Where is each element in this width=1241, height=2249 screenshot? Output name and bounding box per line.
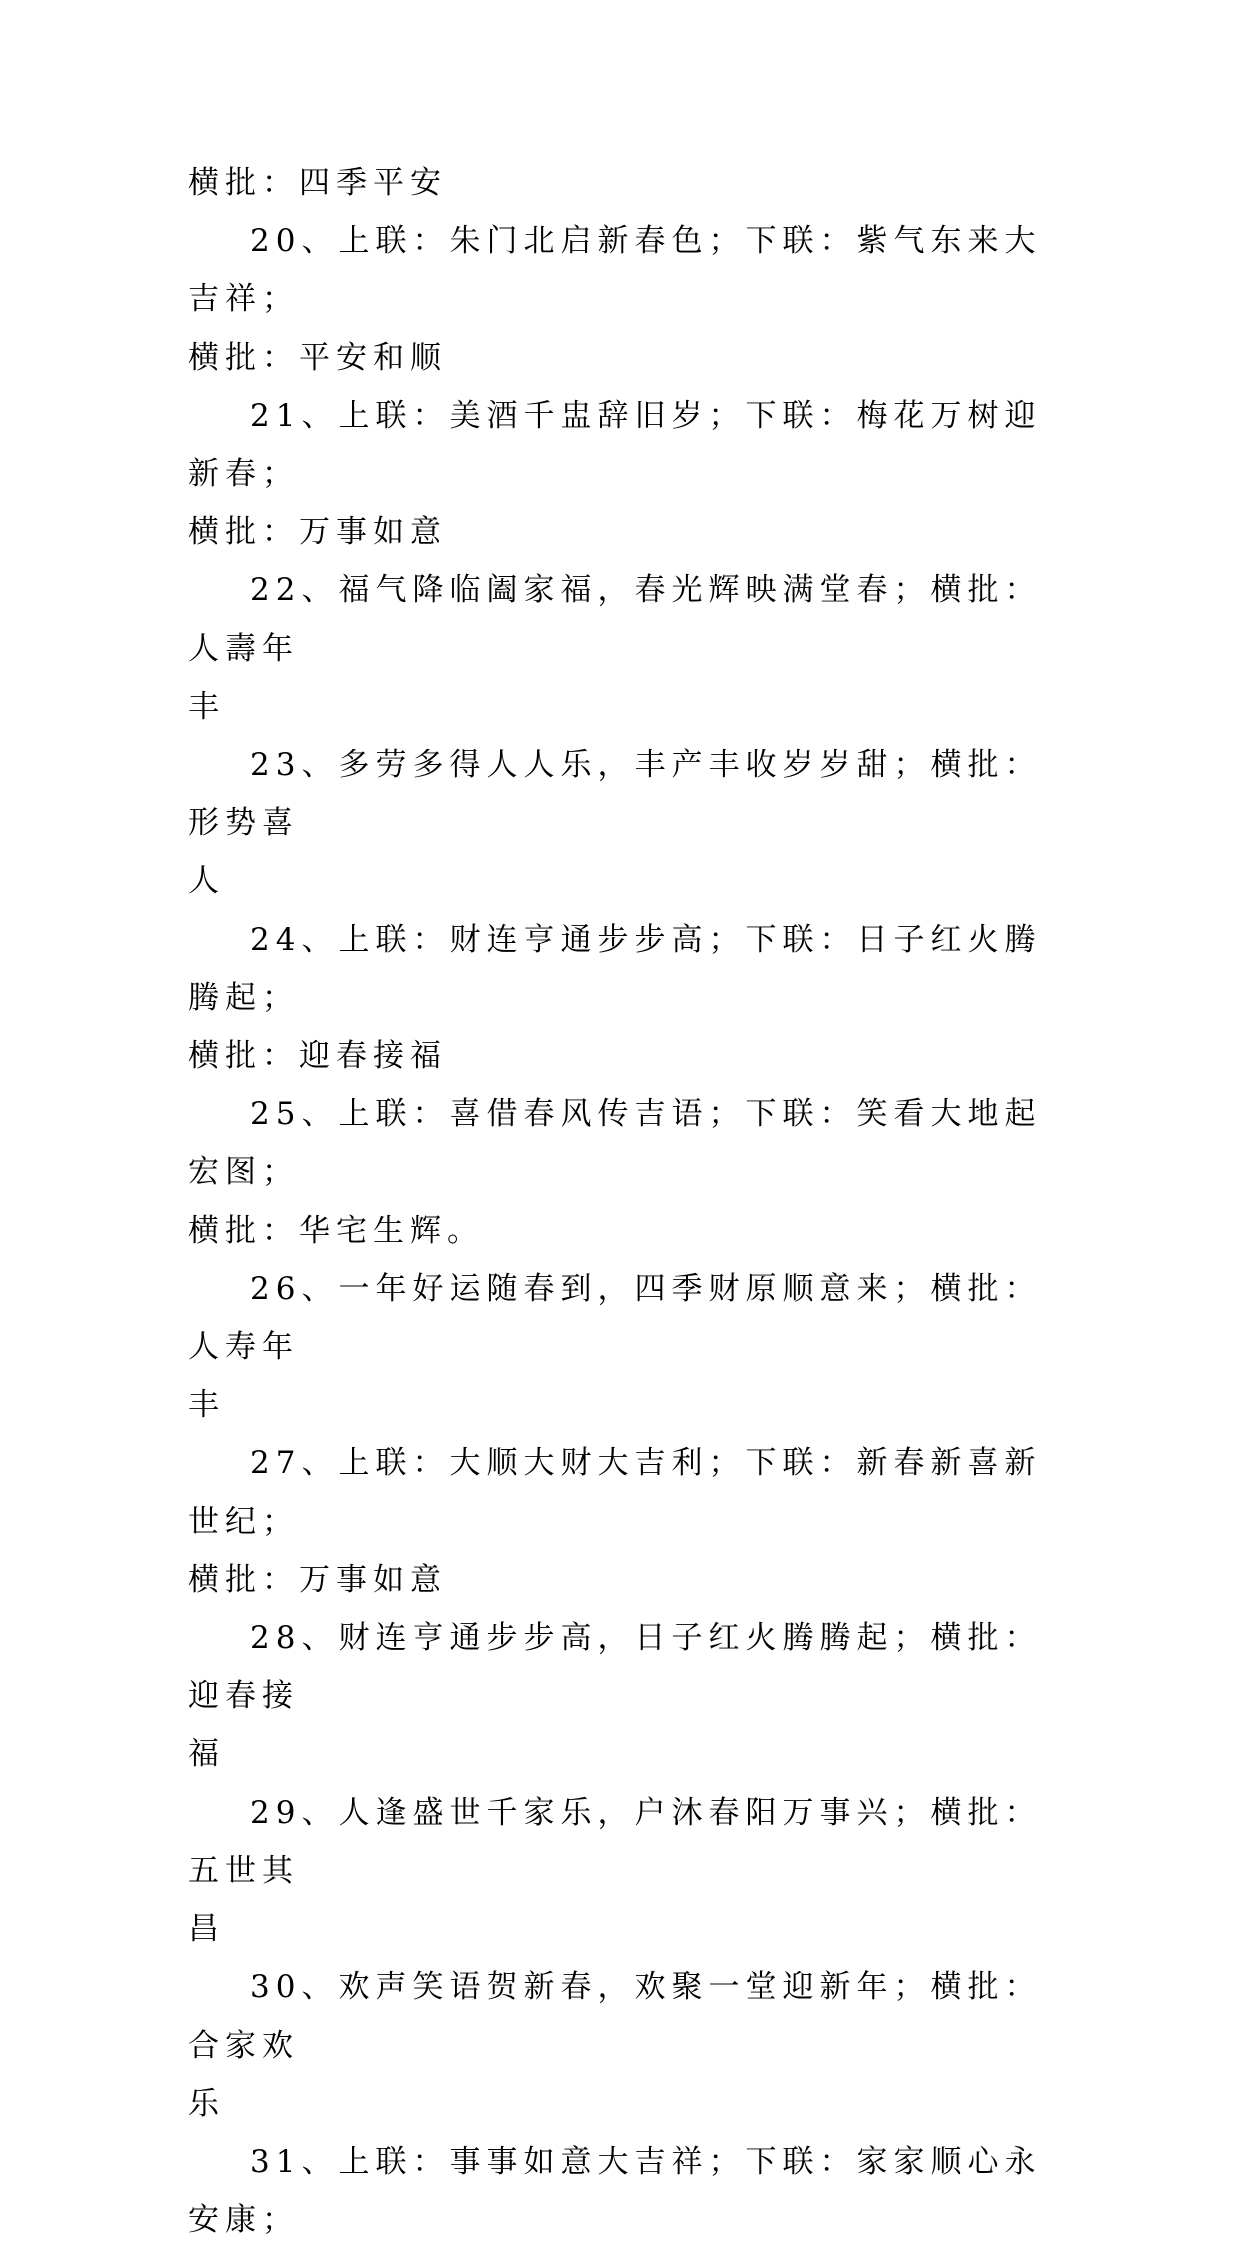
couplet-20: 20、上联：朱门北启新春色；下联：紫气东来大吉祥； [188,223,1042,318]
text-line-13: 横批：华宅生辉。 [188,1212,484,1249]
text-line-11: 横批：迎春接福 [188,1038,447,1075]
text-line-19: 福 [188,1736,225,1773]
couplet-31: 31、上联：事事如意大吉祥；下联：家家顺心永安康； [188,2143,1042,2239]
text-line-9: 人 [188,863,225,900]
text-line-15: 丰 [188,1387,225,1424]
couplet-30: 30、欢声笑语贺新春，欢聚一堂迎新年；横批：合家欢 [188,1969,1042,2064]
document-body [188,154,1068,2249]
couplet-21: 21、上联：美酒千盅辞旧岁；下联：梅花万树迎新春； [188,397,1042,493]
couplet-27: 27、上联：大顺大财大吉利；下联：新春新喜新世纪； [188,1445,1042,1540]
couplet-28: 28、财连亨通步步高，日子红火腾腾起；横批：迎春接 [188,1620,1042,1715]
couplet-22: 22、福气降临阖家福，春光辉映满堂春；横批：人壽年 [188,572,1042,667]
text-line-21: 昌 [188,1911,225,1948]
text-line-5: 横批：万事如意 [188,514,447,551]
couplet-25: 25、上联：喜借春风传吉语；下联：笑看大地起宏图； [188,1096,1042,1191]
couplet-23: 23、多劳多得人人乐，丰产丰收岁岁甜；横批：形势喜 [188,747,1042,842]
text-line-23: 乐 [188,2085,225,2122]
couplet-24: 24、上联：财连亨通步步高；下联：日子红火腾腾起； [188,921,1042,1016]
couplet-29: 29、人逢盛世千家乐，户沐春阳万事兴；横批：五世其 [188,1794,1042,1889]
text-line-3: 横批：平安和顺 [188,339,447,376]
text-line-1: 横批：四季平安 [188,165,447,201]
text-line-7: 丰 [188,688,225,725]
text-line-17: 横批：万事如意 [188,1561,447,1598]
couplet-26: 26、一年好运随春到，四季财原顺意来；横批：人寿年 [188,1270,1042,1366]
